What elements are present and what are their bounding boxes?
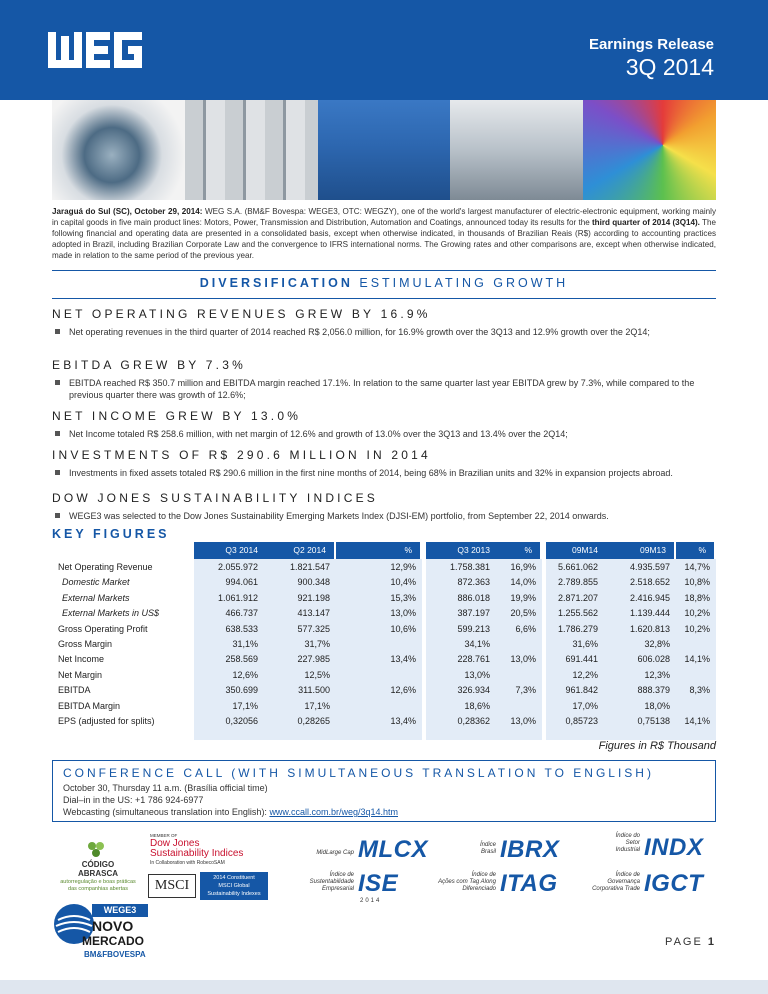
table-cell: 1.620.813 [629, 623, 670, 634]
row-label: External Markets [62, 592, 130, 603]
release-title: Earnings Release [588, 36, 714, 53]
bullet-icon [55, 380, 60, 385]
factory-photo [450, 100, 583, 200]
highlight-title-ebitda: EBITDA GREW BY 7.3% [52, 358, 246, 372]
header-bar [0, 0, 768, 100]
column-header: % [496, 542, 540, 559]
table-cell: 921.198 [297, 592, 330, 603]
table-cell: 1.139.444 [629, 608, 670, 619]
table-cell: 7,3% [515, 685, 536, 696]
table-cell: 4.935.597 [629, 562, 670, 572]
novo-mercado-badge [52, 896, 172, 982]
table-cell: 888.379 [637, 685, 670, 696]
table-cell: 2.518.652 [629, 577, 670, 588]
ise-index-badge: Índice de Sustentabilidade Empresarial ISE 2014 [309, 870, 399, 904]
table-cell: 599.213 [457, 623, 490, 634]
table-cell: 17,1% [232, 700, 258, 711]
indx-index-badge: Índice do Setor Industrial INDX [615, 833, 704, 861]
table-cell: 10,6% [390, 623, 416, 634]
column-header: Q3 2013 [426, 542, 498, 559]
table-cell: 14,7% [684, 562, 710, 572]
table-cell: 10,4% [390, 577, 416, 588]
highlight-bullet-investments: Investments in fixed assets totaled R$ 290.6 million in the first nine months of 2014, being 68% in Brazilian units and 32% in expansion projects abroad. [52, 467, 716, 479]
banner-bold: DIVERSIFICATION [199, 276, 353, 290]
divider-bottom [52, 298, 716, 299]
table-cell: 2.416.945 [629, 592, 670, 603]
product-photo-strip [52, 100, 716, 200]
table-cell: 311.500 [298, 685, 330, 696]
table-cell: 17,1% [304, 700, 330, 711]
table-cell: 2.055.972 [217, 562, 258, 572]
row-label: Domestic Market [62, 577, 130, 588]
highlight-title-dow-jones: DOW JONES SUSTAINABILITY INDICES [52, 491, 378, 505]
table-cell: 1.786.279 [557, 623, 598, 634]
table-cell: 13,0% [390, 608, 416, 619]
highlight-bullet-dow-jones: WEGE3 was selected to the Dow Jones Sustainability Emerging Markets Index (DJSI-EM) portfolio, from September 22, 2014 onwards. [52, 510, 716, 522]
key-figures-table [52, 542, 716, 740]
table-cell: 10,2% [684, 608, 710, 619]
intro-text-b: The following financial and operating data are presented in a consolidated basis, except when otherwise indicated, in thousands of Brazilian Reais (R$) according to accounting practices adopted in Brazil, including Brazilian Corporate Law and the convergence to IFRS international norms. The Growing rates and other comparisons are, except when otherwise indicated, made in relation to the same period of the previous year. [52, 218, 716, 260]
table-cell: 872.363 [457, 577, 490, 588]
table-cell: 2.871.207 [557, 592, 598, 603]
intro-dateline: Jaraguá do Sul (SC), October 29, 2014: [52, 207, 203, 216]
conference-call-title: CONFERENCE CALL (WITH SIMULTANEOUS TRANSLATION TO ENGLISH) [63, 766, 654, 780]
table-cell: 12,6% [390, 685, 416, 696]
table-cell: 17,0% [572, 700, 598, 711]
table-cell: 13,0% [510, 654, 536, 665]
row-label: EBITDA [58, 685, 91, 696]
bullet-icon [55, 470, 60, 475]
table-cell: 18,8% [684, 592, 710, 603]
divider-top [52, 270, 716, 271]
table-cell: 19,9% [510, 592, 536, 603]
table-cell: 0,28362 [457, 716, 490, 726]
highlight-title-revenue: NET OPERATING REVENUES GREW BY 16.9% [52, 307, 431, 321]
table-cell: 228.761 [457, 654, 490, 665]
table-cell: 15,3% [390, 592, 416, 603]
itag-index-badge: Índice de Ações com Tag Along Diferenciado ITAG [438, 870, 558, 897]
table-cell: 961.842 [565, 685, 598, 696]
row-label: External Markets in US$ [62, 608, 160, 619]
table-cell: 12,9% [390, 562, 416, 572]
table-cell: 350.699 [225, 685, 258, 696]
highlight-title-investments: INVESTMENTS OF R$ 290.6 MILLION IN 2014 [52, 448, 431, 462]
novo-line1: NOVO [92, 918, 134, 934]
intro-quarter: third quarter of 2014 (3Q14). [591, 218, 700, 227]
banner-rest: ESTIMULATING GROWTH [352, 276, 569, 290]
novo-ticker: WEGE3 [92, 904, 148, 917]
switchgear-photo [185, 100, 318, 200]
table-cell: 20,5% [510, 608, 536, 619]
table-cell: 413.147 [297, 608, 330, 619]
table-cell: 0,75138 [637, 716, 670, 726]
conference-webcast: Webcasting (simultaneous translation into English): www.ccall.com.br/weg/3q14.htm [63, 807, 398, 817]
webcast-link[interactable]: www.ccall.com.br/weg/3q14.htm [269, 807, 398, 817]
table-cell: 14,1% [684, 654, 710, 665]
novo-line3: BM&FBOVESPA [84, 950, 146, 959]
table-cell: 13,0% [464, 669, 490, 680]
mlcx-index-badge: MidLarge Cap MLCX [316, 836, 428, 863]
weg-logo [46, 28, 144, 74]
conference-dial-in: Dial–in in the US: +1 786 924-6977 [63, 795, 204, 805]
igct-index-badge: Índice de Governança Corporativa Trade IGCT [592, 870, 704, 897]
table-cell: 994.061 [225, 577, 258, 588]
table-cell: 886.018 [457, 592, 490, 603]
table-cell: 0,32056 [225, 716, 258, 726]
table-cell: 2.789.855 [557, 577, 598, 588]
row-label: EPS (adjusted for splits) [58, 716, 155, 726]
table-cell: 14,0% [510, 577, 536, 588]
table-cell: 31,7% [304, 639, 330, 649]
table-cell: 691.441 [565, 654, 598, 665]
table-cell: 34,1% [464, 639, 490, 649]
table-cell: 12,3% [644, 669, 670, 680]
table-cell: 606.028 [637, 654, 670, 665]
transformer-photo [318, 100, 451, 200]
table-cell: 900.348 [297, 577, 330, 588]
row-label: Gross Margin [58, 639, 113, 649]
table-cell: 227.985 [297, 654, 330, 665]
row-label: Net Operating Revenue [58, 562, 153, 572]
table-cell: 638.533 [225, 623, 258, 634]
page-number: PAGE 1 [665, 936, 716, 948]
footer-band [0, 980, 768, 994]
highlight-title-net-income: NET INCOME GREW BY 13.0% [52, 409, 302, 423]
table-cell: 12,2% [572, 669, 598, 680]
table-cell: 577.325 [297, 623, 330, 634]
row-label: Gross Operating Profit [58, 623, 148, 634]
table-cell: 326.934 [457, 685, 490, 696]
msci-badge: MSCI 2014 Constituent MSCI Global Sustainability Indexes [148, 872, 298, 900]
table-cell: 12,6% [232, 669, 258, 680]
table-cell: 32,8% [644, 639, 670, 649]
table-cell: 387.197 [457, 608, 490, 619]
table-cell: 16,9% [510, 562, 536, 572]
table-cell: 8,3% [689, 685, 710, 696]
column-header: 09M13 [604, 542, 674, 559]
table-cell: 13,4% [390, 716, 416, 726]
logo-text: WEG [95, 73, 98, 74]
column-header: 09M14 [546, 542, 606, 559]
paint-coatings-photo [583, 100, 716, 200]
table-cell: 466.737 [225, 608, 258, 619]
conference-call-box [52, 760, 716, 822]
column-header: Q3 2014 [194, 542, 266, 559]
intro-paragraph [52, 206, 716, 261]
table-cell: 5.661.062 [557, 562, 598, 572]
intro-text-a: WEG S.A. (BM&F Bovespa: WEGE3, OTC: WEGZY), one of the world's largest manufacturer of electric-electronic equipment, working mainly in capital goods in five main product lines: Motors, Power, Transmission and Distribution, Automation and Coatings, announced today its results for the [52, 207, 716, 227]
conference-date: October 30, Thursday 11 a.m. (Brasília official time) [63, 783, 268, 793]
table-cell: 14,1% [684, 716, 710, 726]
highlight-bullet-revenue: Net operating revenues in the third quarter of 2014 reached R$ 2,056.0 million, for 16.9% growth over the 3Q13 and 12.9% growth over the 2Q14; [52, 326, 716, 338]
table-cell: 6,6% [515, 623, 536, 634]
table-cell: 18,6% [464, 700, 490, 711]
table-cell: 18,0% [644, 700, 670, 711]
diversification-banner [52, 276, 716, 290]
table-cell: 31,1% [232, 639, 258, 649]
motor-photo [52, 100, 185, 200]
ibrx-index-badge: Índice Brasil IBRX [479, 836, 560, 863]
table-cell: 1.255.562 [557, 608, 598, 619]
column-header: Q2 2014 [264, 542, 334, 559]
table-cell: 31,6% [572, 639, 598, 649]
column-header: % [676, 542, 714, 559]
codigo-abrasca-badge: CÓDIGO ABRASCA autorregulação e boas práticas das companhias abertas [58, 840, 138, 898]
key-figures-title: KEY FIGURES [52, 527, 170, 541]
bullet-icon [55, 513, 60, 518]
release-period: 3Q 2014 [625, 54, 714, 80]
table-cell: 13,0% [510, 716, 536, 726]
table-cell: 10,8% [684, 577, 710, 588]
table-cell: 13,4% [390, 654, 416, 665]
key-figures-footnote: Figures in R$ Thousand [598, 740, 716, 752]
leaf-icon [86, 840, 106, 860]
dow-jones-badge: MEMBER OF Dow Jones Sustainability Indices In Collaboration with RobecoSAM [150, 833, 244, 866]
table-cell: 1.758.381 [449, 562, 490, 572]
table-cell: 1.061.912 [217, 592, 258, 603]
bullet-icon [55, 431, 60, 436]
novo-line2: MERCADO [82, 934, 144, 948]
row-label: Net Income [58, 654, 105, 665]
column-header: % [336, 542, 420, 559]
table-cell: 258.569 [225, 654, 258, 665]
table-cell: 0,85723 [565, 716, 598, 726]
row-label: Net Margin [58, 669, 103, 680]
table-cell: 0,28265 [297, 716, 330, 726]
highlight-bullet-ebitda: EBITDA reached R$ 350.7 million and EBITDA margin reached 17.1%. In relation to the same quarter last year EBITDA grew by 7.3%, while compared to the previous quarter there was growth of 12.6%; [52, 377, 716, 401]
table-cell: 12,5% [304, 669, 330, 680]
table-cell: 10,2% [684, 623, 710, 634]
row-label: EBITDA Margin [58, 700, 121, 711]
highlight-bullet-net-income: Net Income totaled R$ 258.6 million, with net margin of 12.6% and growth of 13.0% over the 3Q13 and 13.4% over the 2Q14; [52, 428, 716, 440]
bullet-icon [55, 329, 60, 334]
table-cell: 1.821.547 [289, 562, 330, 572]
